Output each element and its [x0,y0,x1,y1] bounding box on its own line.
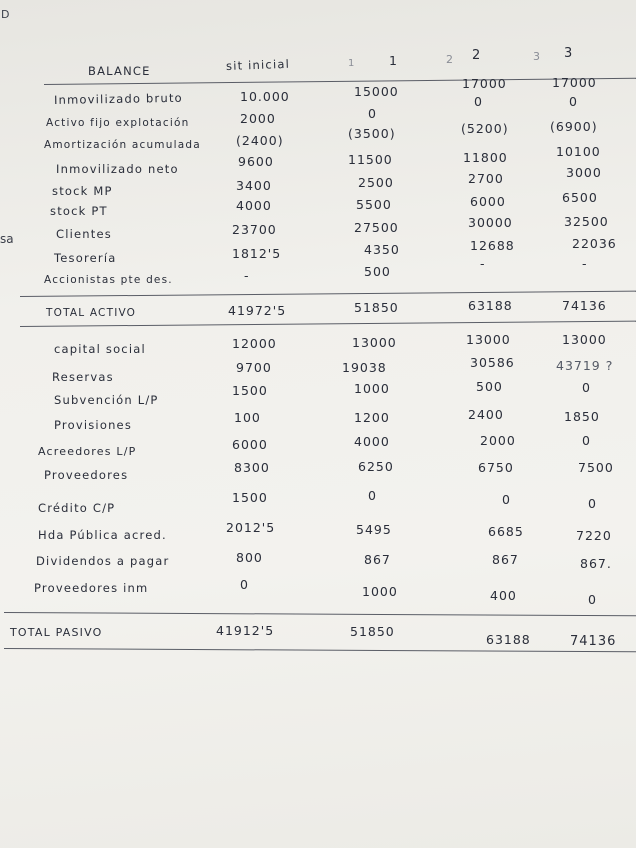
liability-y2: 13000 [466,332,511,347]
total-assets-initial: 41972'5 [228,303,287,318]
liability-y2: 30586 [470,355,515,370]
liability-y3: 0 [582,433,591,448]
liability-y1: 867 [364,552,391,567]
asset-y1: 4350 [364,242,400,257]
header-rule [44,78,636,85]
asset-label: Inmovilizado neto [56,162,179,176]
liability-y1: 5495 [356,522,392,537]
liability-y3: 1850 [564,409,600,424]
liability-y3: 867. [580,556,612,571]
asset-y3: 6500 [562,190,598,205]
asset-initial: 4000 [236,198,272,213]
asset-y3-extra: 0 [569,94,578,109]
asset-y3: 32500 [564,214,609,229]
liability-y2: 2400 [468,407,504,422]
header-col2: 2 [472,48,482,63]
asset-initial: 3400 [236,178,272,193]
asset-y2: 6000 [470,194,506,209]
rule-below-total-liabilities [4,648,636,652]
header-initial: sit inicial [225,56,291,73]
asset-y2: 17000 [462,76,507,91]
liability-label: Provisiones [54,418,133,432]
asset-y2: - [480,256,486,271]
asset-y3: 17000 [552,75,597,90]
asset-label: Tesorería [54,251,117,265]
asset-initial: 9600 [238,154,274,169]
asset-y3: - [582,256,588,271]
asset-y1: 500 [364,264,391,279]
liability-initial: 6000 [232,437,268,452]
liability-initial: 9700 [236,360,272,375]
asset-y1: (3500) [348,126,396,141]
liability-y1: 1200 [354,410,390,425]
liability-y2: 6685 [488,524,524,539]
liability-y3: 0 [588,592,597,607]
liability-y3: 43719 ? [556,358,614,373]
asset-y1: 5500 [356,197,392,212]
liability-label: Hda Pública acred. [38,528,167,542]
total-liabilities-y2: 63188 [486,632,531,647]
total-assets-y1: 51850 [354,300,399,315]
liability-initial: 12000 [232,336,277,351]
liability-initial: 1500 [232,383,268,398]
liability-initial: 100 [234,410,261,425]
liability-initial: 0 [240,577,249,592]
asset-y3: 10100 [556,144,601,159]
total-liabilities-y3: 74136 [570,634,617,649]
balance-title: BALANCE [88,64,151,78]
header-col1: 1 [389,53,398,68]
asset-y2-extra: 0 [474,94,483,109]
total-liabilities-label: TOTAL PASIVO [10,626,103,639]
asset-y2: (5200) [461,121,509,136]
liability-y2: 6750 [478,460,514,475]
liability-label: Crédito C/P [38,501,116,515]
total-liabilities-y1: 51850 [350,624,395,639]
margin-note-left: sa [0,232,14,246]
asset-y2: 2700 [468,171,504,186]
total-assets-y3: 74136 [562,298,607,313]
asset-initial: 1812'5 [232,246,282,261]
asset-label: Inmovilizado bruto [53,90,183,107]
rule-above-total-liabilities [4,612,636,617]
liability-y3: 0 [582,380,591,395]
header-col1-faint: 1 [348,58,355,69]
liability-y2: 500 [476,379,503,394]
liability-label: Dividendos a pagar [36,554,170,568]
liability-label: capital social [54,342,146,356]
asset-label: stock MP [52,184,113,198]
liability-y1: 4000 [354,434,390,449]
liability-y3: 13000 [562,332,607,347]
asset-y2: 30000 [468,215,513,230]
asset-label: stock PT [50,204,108,218]
asset-label: Activo fijo explotación [46,117,190,129]
asset-y3: 22036 [572,236,617,251]
asset-initial: 23700 [232,222,277,237]
asset-y1: 27500 [354,220,399,235]
header-col3: 3 [564,46,574,61]
asset-initial: 10.000 [240,89,290,104]
liability-y2: 2000 [480,433,516,448]
liability-label: Proveedores [44,468,129,482]
asset-y3: (6900) [550,119,598,134]
asset-y1: 2500 [358,175,394,190]
asset-label: Amortización acumulada [44,139,201,151]
liability-y3: 7220 [576,528,612,543]
margin-note-top: D [1,8,10,21]
asset-y1: 11500 [348,152,393,167]
total-assets-label: TOTAL ACTIVO [46,307,137,319]
rule-above-total-assets [20,291,636,298]
liability-initial: 8300 [234,460,270,475]
liability-y1: 6250 [358,459,394,474]
liability-initial: 1500 [232,490,268,505]
liability-label: Reservas [52,370,114,384]
liability-label: Proveedores inm [34,581,149,595]
asset-initial: - [244,268,250,283]
liability-label: Subvención L/P [54,393,159,407]
asset-label: Accionistas pte des. [44,274,173,286]
liability-y3: 7500 [578,460,614,475]
asset-initial: (2400) [236,133,284,148]
asset-y3: 3000 [566,165,602,180]
total-liabilities-initial: 41912'5 [216,623,275,638]
liability-y1: 0 [368,488,377,503]
liability-label: Acreedores L/P [38,445,137,458]
liability-y2: 400 [490,588,517,603]
asset-y1: 0 [368,106,377,121]
liability-initial: 800 [236,550,263,565]
liability-y1: 1000 [362,584,398,599]
header-col2-faint: 2 [446,53,454,66]
header-col3-faint: 3 [533,50,541,63]
liability-y1: 19038 [342,360,387,375]
liability-y2: 0 [502,492,511,507]
liability-y1: 13000 [352,335,397,350]
rule-below-total-assets [20,321,636,327]
asset-initial: 2000 [240,111,276,126]
liability-y3: 0 [588,496,597,511]
liability-y2: 867 [492,552,519,567]
asset-y2: 11800 [463,150,508,165]
asset-y2: 12688 [470,238,515,253]
liability-y1: 1000 [354,381,390,396]
total-assets-y2: 63188 [468,298,513,313]
asset-y1: 15000 [354,84,399,99]
asset-label: Clientes [56,227,112,241]
liability-initial: 2012'5 [226,520,276,535]
